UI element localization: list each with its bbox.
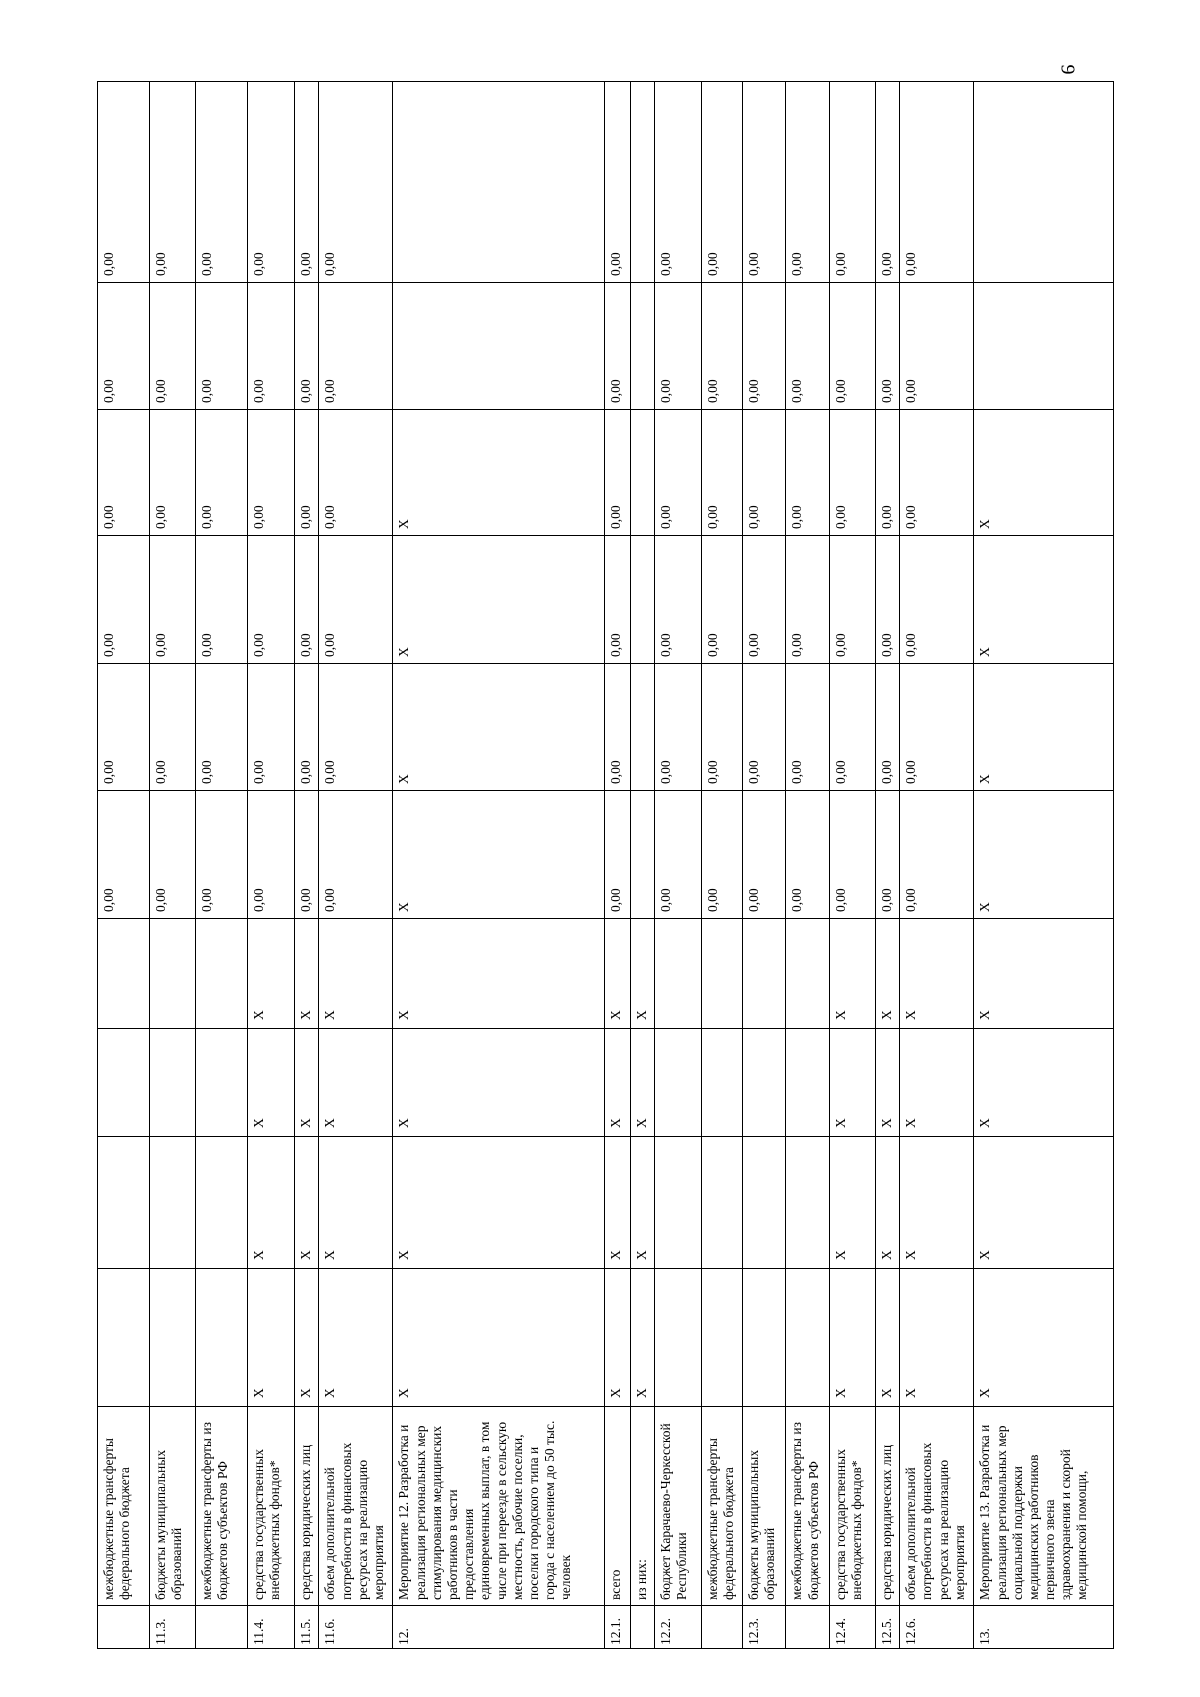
- table-cell: X: [605, 1137, 631, 1269]
- table-cell: 0,00: [149, 82, 196, 283]
- table-cell: X: [829, 1269, 876, 1407]
- table-cell: X: [829, 1029, 876, 1137]
- table-cell: 0,00: [98, 536, 150, 664]
- table-cell: 0,00: [319, 664, 393, 791]
- table-row: [876, 82, 900, 1649]
- table-cell: [196, 1029, 248, 1137]
- table-cell: [631, 283, 655, 410]
- table-cell: [149, 1029, 196, 1137]
- table-row: [655, 82, 702, 1649]
- table-cell: X: [974, 410, 1114, 536]
- table-cell: 0,00: [742, 664, 785, 791]
- table-cell: 0,00: [149, 664, 196, 791]
- table-cell: 0,00: [605, 283, 631, 410]
- table-cell: 0,00: [605, 536, 631, 664]
- table-row: [605, 82, 631, 1649]
- table-cell: 0,00: [247, 82, 295, 283]
- table-cell: X: [295, 919, 319, 1029]
- table-row: [149, 82, 196, 1649]
- row-label: объем дополнительной потребности в финансовых ресурсах на реализацию мероприятия: [900, 1407, 974, 1606]
- table-cell: X: [295, 1137, 319, 1269]
- row-label: бюджеты муниципальных образований: [149, 1407, 196, 1606]
- table-cell: X: [876, 919, 900, 1029]
- table-cell: 0,00: [900, 283, 974, 410]
- table-cell: 0,00: [786, 791, 829, 919]
- table-cell: X: [974, 1137, 1114, 1269]
- table-cell: 0,00: [149, 410, 196, 536]
- table-cell: 0,00: [701, 410, 742, 536]
- table-cell: 0,00: [149, 791, 196, 919]
- table-cell: 0,00: [900, 791, 974, 919]
- row-number: 12.2.: [655, 1606, 702, 1649]
- table-cell: X: [974, 1269, 1114, 1407]
- row-number: [631, 1606, 655, 1649]
- table-cell: [655, 1029, 702, 1137]
- table-cell: X: [393, 536, 605, 664]
- row-label: межбюджетные трансферты федерального бюджета: [98, 1407, 150, 1606]
- table-cell: [196, 919, 248, 1029]
- table-cell: [701, 1137, 742, 1269]
- table-cell: [98, 1137, 150, 1269]
- table-cell: X: [974, 1029, 1114, 1137]
- table-cell: 0,00: [98, 664, 150, 791]
- table-cell: X: [247, 919, 295, 1029]
- table-cell: 0,00: [655, 791, 702, 919]
- table-cell: [786, 1029, 829, 1137]
- table-cell: X: [295, 1029, 319, 1137]
- table-cell: [742, 1137, 785, 1269]
- row-number: 12.6.: [900, 1606, 974, 1649]
- row-number: 12.5.: [876, 1606, 900, 1649]
- table-cell: X: [319, 1269, 393, 1407]
- table-cell: X: [974, 791, 1114, 919]
- row-number: 12.3.: [742, 1606, 785, 1649]
- table-cell: [196, 1137, 248, 1269]
- table-cell: 0,00: [605, 410, 631, 536]
- table-cell: 0,00: [196, 283, 248, 410]
- table-cell: [786, 1269, 829, 1407]
- row-number: [786, 1606, 829, 1649]
- row-number: [701, 1606, 742, 1649]
- table-cell: [786, 919, 829, 1029]
- table-cell: 0,00: [786, 410, 829, 536]
- table-cell: 0,00: [701, 664, 742, 791]
- table-cell: X: [393, 1029, 605, 1137]
- table-cell: 0,00: [605, 664, 631, 791]
- row-number: 11.6.: [319, 1606, 393, 1649]
- table-cell: 0,00: [701, 791, 742, 919]
- table-row: [247, 82, 295, 1649]
- table-row: [742, 82, 785, 1649]
- table-cell: [631, 410, 655, 536]
- table-cell: 0,00: [247, 664, 295, 791]
- table-cell: [393, 283, 605, 410]
- table-cell: X: [393, 1269, 605, 1407]
- table-cell: 0,00: [701, 82, 742, 283]
- table-cell: X: [319, 1029, 393, 1137]
- table-cell: 0,00: [876, 664, 900, 791]
- table-cell: 0,00: [149, 283, 196, 410]
- table-cell: 0,00: [742, 791, 785, 919]
- table-cell: 0,00: [900, 410, 974, 536]
- table-cell: 0,00: [655, 536, 702, 664]
- table-cell: X: [393, 664, 605, 791]
- table-cell: 0,00: [829, 791, 876, 919]
- table-cell: X: [247, 1029, 295, 1137]
- table-cell: [149, 1137, 196, 1269]
- table-cell: 0,00: [149, 536, 196, 664]
- table-cell: X: [631, 1269, 655, 1407]
- table-cell: 0,00: [196, 82, 248, 283]
- table-cell: 0,00: [295, 664, 319, 791]
- row-label: средства юридических лиц: [295, 1407, 319, 1606]
- row-number: 12.: [393, 1606, 605, 1649]
- table-cell: [149, 919, 196, 1029]
- table-cell: 0,00: [786, 283, 829, 410]
- row-number: 12.1.: [605, 1606, 631, 1649]
- table-cell: 0,00: [786, 536, 829, 664]
- table-cell: [655, 1269, 702, 1407]
- table-cell: [631, 664, 655, 791]
- table-cell: 0,00: [247, 283, 295, 410]
- row-number: 11.3.: [149, 1606, 196, 1649]
- table-cell: 0,00: [829, 536, 876, 664]
- table-cell: X: [631, 1029, 655, 1137]
- table-cell: 0,00: [900, 536, 974, 664]
- table-cell: X: [876, 1029, 900, 1137]
- table-cell: 0,00: [876, 410, 900, 536]
- table-cell: [701, 1269, 742, 1407]
- page-number: 9: [1056, 64, 1079, 75]
- table-cell: X: [295, 1269, 319, 1407]
- table-cell: X: [393, 919, 605, 1029]
- table-row: [786, 82, 829, 1649]
- table-cell: 0,00: [247, 791, 295, 919]
- row-number: [98, 1606, 150, 1649]
- table-cell: 0,00: [876, 791, 900, 919]
- row-label: межбюджетные трансферты из бюджетов субъектов РФ: [196, 1407, 248, 1606]
- table-row: [900, 82, 974, 1649]
- table-cell: [742, 919, 785, 1029]
- table-cell: X: [605, 1029, 631, 1137]
- table-cell: X: [393, 791, 605, 919]
- table-cell: 0,00: [98, 82, 150, 283]
- table-cell: 0,00: [196, 791, 248, 919]
- table-cell: X: [900, 1269, 974, 1407]
- table-row: [974, 82, 1114, 1649]
- table-cell: 0,00: [295, 791, 319, 919]
- table-cell: 0,00: [247, 410, 295, 536]
- table-cell: [631, 536, 655, 664]
- table-cell: [631, 82, 655, 283]
- table-cell: X: [974, 919, 1114, 1029]
- table-cell: [742, 1269, 785, 1407]
- table-cell: 0,00: [900, 664, 974, 791]
- row-number: 12.4.: [829, 1606, 876, 1649]
- table-row: [98, 82, 150, 1649]
- row-label: Мероприятие 12. Разработка и реализация региональных мер стимулирования медицинских работников в части предоставления единовременных выплат, в том числе при переезде в сельскую местность, рабочие поселки, поселки городского типа и города с населением до 50 тыс. человек: [393, 1407, 605, 1606]
- table-cell: 0,00: [701, 536, 742, 664]
- table-cell: X: [876, 1269, 900, 1407]
- row-label: всего: [605, 1407, 631, 1606]
- table-cell: 0,00: [701, 283, 742, 410]
- table-cell: 0,00: [655, 664, 702, 791]
- table-cell: 0,00: [742, 410, 785, 536]
- table-cell: 0,00: [319, 410, 393, 536]
- table-cell: X: [974, 536, 1114, 664]
- table-cell: X: [393, 410, 605, 536]
- table-cell: X: [876, 1137, 900, 1269]
- table-cell: [974, 82, 1114, 283]
- table-cell: 0,00: [742, 536, 785, 664]
- table-cell: [393, 82, 605, 283]
- table-cell: 0,00: [196, 410, 248, 536]
- table-row: [701, 82, 742, 1649]
- table-cell: 0,00: [196, 536, 248, 664]
- table-cell: 0,00: [876, 82, 900, 283]
- table-cell: X: [900, 1137, 974, 1269]
- table-row: [829, 82, 876, 1649]
- table-cell: 0,00: [900, 82, 974, 283]
- table-cell: 0,00: [605, 791, 631, 919]
- row-label: бюджеты муниципальных образований: [742, 1407, 785, 1606]
- table-cell: 0,00: [742, 82, 785, 283]
- table-cell: X: [829, 1137, 876, 1269]
- table-row: [319, 82, 393, 1649]
- table-cell: X: [319, 1137, 393, 1269]
- table-cell: 0,00: [829, 283, 876, 410]
- table-cell: 0,00: [786, 82, 829, 283]
- table-cell: X: [605, 1269, 631, 1407]
- table-cell: 0,00: [786, 664, 829, 791]
- row-label: межбюджетные трансферты из бюджетов субъектов РФ: [786, 1407, 829, 1606]
- table-cell: 0,00: [319, 283, 393, 410]
- table-cell: 0,00: [829, 664, 876, 791]
- table-cell: [98, 919, 150, 1029]
- table-cell: [98, 1029, 150, 1137]
- table-cell: X: [247, 1269, 295, 1407]
- row-number: 13.: [974, 1606, 1114, 1649]
- table-row: [631, 82, 655, 1649]
- table-cell: X: [247, 1137, 295, 1269]
- row-label: средства юридических лиц: [876, 1407, 900, 1606]
- table-cell: 0,00: [605, 82, 631, 283]
- table-cell: 0,00: [247, 536, 295, 664]
- row-label: объем дополнительной потребности в финансовых ресурсах на реализацию мероприятия: [319, 1407, 393, 1606]
- table-row: [295, 82, 319, 1649]
- table-cell: X: [900, 1029, 974, 1137]
- row-number: [196, 1606, 248, 1649]
- table-cell: 0,00: [98, 791, 150, 919]
- row-number: 11.4.: [247, 1606, 295, 1649]
- table-row: [196, 82, 248, 1649]
- row-label: бюджет Карачаево-Черкесской Республики: [655, 1407, 702, 1606]
- budget-table: [97, 81, 1114, 1649]
- table-cell: [742, 1029, 785, 1137]
- table-cell: X: [829, 919, 876, 1029]
- table-cell: X: [631, 919, 655, 1029]
- table-cell: 0,00: [98, 410, 150, 536]
- table-cell: 0,00: [829, 82, 876, 283]
- row-label: межбюджетные трансферты федерального бюджета: [701, 1407, 742, 1606]
- row-label: средства государственных внебюджетных фондов*: [829, 1407, 876, 1606]
- table-cell: 0,00: [742, 283, 785, 410]
- table-cell: [98, 1269, 150, 1407]
- table-cell: 0,00: [319, 82, 393, 283]
- table-cell: 0,00: [295, 283, 319, 410]
- table-cell: 0,00: [655, 82, 702, 283]
- table-cell: [701, 1029, 742, 1137]
- table-cell: X: [631, 1137, 655, 1269]
- row-number: 11.5.: [295, 1606, 319, 1649]
- table-cell: 0,00: [98, 283, 150, 410]
- row-label: средства государственных внебюджетных фондов*: [247, 1407, 295, 1606]
- table-cell: X: [605, 919, 631, 1029]
- row-label: Мероприятие 13. Разработка и реализация региональных мер социальной поддержки медицинских работников первичного звена здравоохранения и скорой медицинской помощи,: [974, 1407, 1114, 1606]
- table-cell: 0,00: [295, 410, 319, 536]
- table-cell: 0,00: [876, 283, 900, 410]
- table-cell: X: [393, 1137, 605, 1269]
- table-cell: [655, 919, 702, 1029]
- table-cell: 0,00: [319, 791, 393, 919]
- table-cell: [701, 919, 742, 1029]
- table-cell: 0,00: [655, 283, 702, 410]
- table-cell: [149, 1269, 196, 1407]
- table-cell: X: [974, 664, 1114, 791]
- table-cell: 0,00: [829, 410, 876, 536]
- table-cell: 0,00: [319, 536, 393, 664]
- table-cell: 0,00: [295, 536, 319, 664]
- table-cell: 0,00: [655, 410, 702, 536]
- table-container: [97, 82, 1114, 1649]
- table-cell: [631, 791, 655, 919]
- table-cell: 0,00: [295, 82, 319, 283]
- table-cell: X: [319, 919, 393, 1029]
- table-cell: [655, 1137, 702, 1269]
- table-cell: X: [900, 919, 974, 1029]
- table-cell: [974, 283, 1114, 410]
- table-cell: 0,00: [196, 664, 248, 791]
- table-cell: [786, 1137, 829, 1269]
- table-row: [393, 82, 605, 1649]
- row-label: из них:: [631, 1407, 655, 1606]
- table-cell: 0,00: [876, 536, 900, 664]
- table-cell: [196, 1269, 248, 1407]
